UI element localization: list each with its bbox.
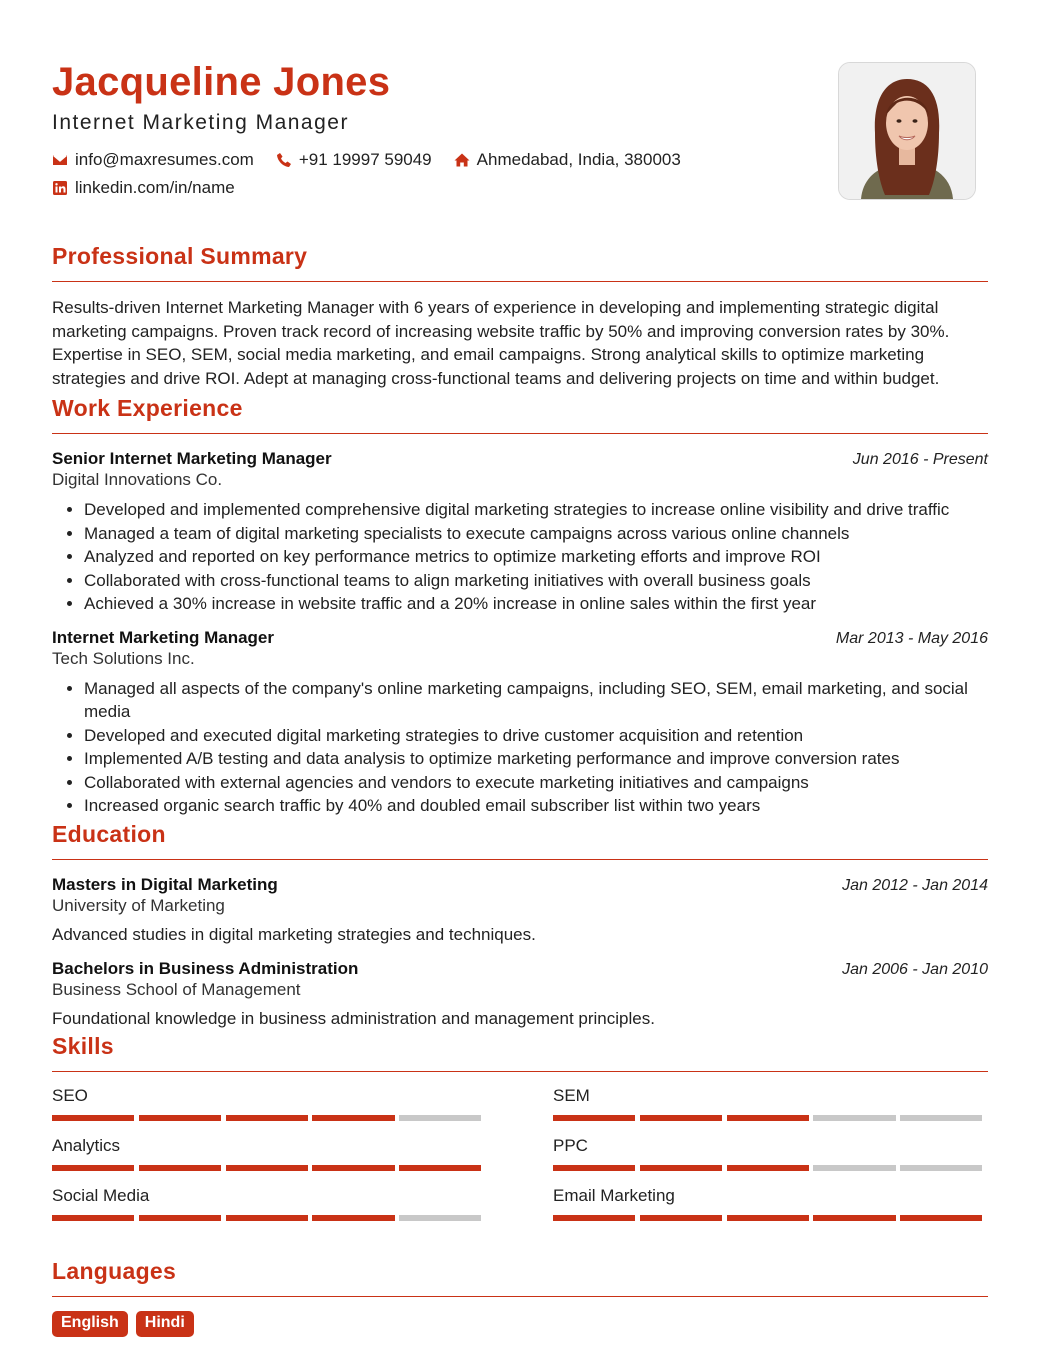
skill-level-filled: [553, 1215, 635, 1221]
education-dates: Jan 2006 - Jan 2010: [842, 960, 988, 978]
skill-level-filled: [727, 1215, 809, 1221]
job-bullet: • Collaborated with cross-functional teams to align marketing initiatives with overall business goals: [84, 569, 988, 593]
linkedin-contact[interactable]: [52, 178, 235, 198]
job-bullet: • Managed all aspects of the company's online marketing campaigns, including SEO, SEM, email marketing, and social media: [84, 677, 988, 724]
skill-level-bar: [553, 1165, 987, 1171]
skill-level-filled: [640, 1215, 722, 1221]
skill-level-empty: [813, 1115, 895, 1121]
job-entry: [52, 449, 988, 616]
education-description: Foundational knowledge in business administration and management principles.: [52, 1008, 655, 1028]
languages-section: [52, 1256, 988, 1337]
skill-level-filled: [640, 1115, 722, 1121]
job-bullet: • Implemented A/B testing and data analysis to optimize marketing performance and improve conversion rates: [84, 747, 988, 771]
job-bullets: [52, 677, 988, 818]
email-text: info@maxresumes.com: [75, 150, 254, 169]
summary-text: Results-driven Internet Marketing Manager with 6 years of experience in developing and implementing strategic digital marketing campaigns. Proven track record of increasing website traffic by 50% and improving conversion rates by 30%. Expertise in SEO, SEM, social media marketing, and email campaigns. Strong analytical skills to optimize marketing strategies and drive ROI. Adept at managing cross-functional teams and delivering projects on time and within budget.: [52, 298, 950, 388]
experience-section: [52, 393, 988, 818]
skills-grid: [52, 1086, 988, 1236]
job-title: Senior Internet Marketing Manager: [52, 449, 332, 468]
school-name: University of Marketing: [52, 895, 225, 915]
section-divider: [52, 1071, 988, 1072]
skill-level-empty: [900, 1115, 982, 1121]
skill-level-bar: [553, 1215, 987, 1221]
address-text: Ahmedabad, India, 380003: [476, 150, 681, 169]
section-divider: [52, 281, 988, 282]
job-dates: Mar 2013 - May 2016: [835, 629, 988, 647]
skill-name: Social Media: [52, 1185, 150, 1205]
job-bullet: • Managed a team of digital marketing specialists to execute campaigns across various online channels: [84, 522, 988, 546]
phone-contact[interactable]: [276, 150, 432, 170]
skill-name: SEM: [553, 1085, 590, 1105]
job-title: Internet Marketing Manager: [52, 627, 274, 647]
skill-level-filled: [226, 1165, 308, 1171]
skill-item: [52, 1136, 486, 1186]
degree-title: Bachelors in Business Administration: [52, 958, 359, 978]
skill-item: [52, 1186, 486, 1236]
skill-level-filled: [640, 1165, 722, 1171]
job-bullets: [52, 498, 988, 616]
skill-level-bar: [52, 1215, 486, 1221]
job-bullet: • Increased organic search traffic by 40% and doubled email subscriber list within two years: [84, 794, 988, 818]
job-bullet: • Developed and implemented comprehensive digital marketing strategies to increase online visibility and drive traffic: [84, 498, 988, 522]
skill-level-filled: [727, 1165, 809, 1171]
education-entry: [52, 875, 988, 945]
email-contact[interactable]: [52, 150, 254, 170]
candidate-name: Jacqueline Jones: [52, 60, 391, 104]
education-description: Advanced studies in digital marketing strategies and techniques.: [52, 924, 536, 944]
envelope-icon: [52, 152, 68, 168]
skill-level-filled: [226, 1115, 308, 1121]
phone-text: +91 19997 59049: [298, 150, 432, 169]
skill-level-filled: [139, 1165, 221, 1171]
job-bullet: • Analyzed and reported on key performance metrics to optimize marketing efforts and improve ROI: [84, 545, 988, 569]
skill-name: Analytics: [52, 1135, 121, 1155]
section-divider: [52, 859, 988, 860]
degree-title: Masters in Digital Marketing: [52, 874, 278, 894]
job-dates: Jun 2016 - Present: [852, 451, 988, 468]
skill-level-filled: [312, 1215, 394, 1221]
skill-level-filled: [139, 1215, 221, 1221]
skill-level-empty: [900, 1165, 982, 1171]
job-company: Digital Innovations Co.: [52, 470, 223, 489]
linkedin-text: linkedin.com/in/name: [75, 178, 235, 197]
skill-item: [52, 1086, 486, 1136]
candidate-title: Internet Marketing Manager: [52, 111, 349, 134]
language-badge: English: [52, 1311, 128, 1337]
home-icon: [454, 152, 470, 168]
education-dates: Jan 2012 - Jan 2014: [842, 876, 988, 894]
school-name: Business School of Management: [52, 979, 301, 999]
skill-level-filled: [52, 1215, 134, 1221]
education-heading: Education: [52, 820, 166, 847]
languages-heading: Languages: [52, 1257, 177, 1284]
skill-level-filled: [52, 1165, 134, 1171]
skill-level-empty: [399, 1215, 481, 1221]
resume-page: [52, 58, 988, 1337]
skill-name: PPC: [553, 1135, 588, 1155]
skill-level-filled: [900, 1215, 982, 1221]
skill-level-filled: [312, 1115, 394, 1121]
job-entry: [52, 628, 988, 818]
skill-level-filled: [553, 1165, 635, 1171]
skill-level-filled: [553, 1115, 635, 1121]
skill-name: Email Marketing: [553, 1185, 675, 1205]
section-divider: [52, 433, 988, 434]
section-divider: [52, 1296, 988, 1297]
skill-item: [553, 1136, 987, 1186]
skill-level-bar: [553, 1115, 987, 1121]
education-section: [52, 819, 988, 1029]
skill-level-filled: [727, 1115, 809, 1121]
skill-item: [553, 1186, 987, 1236]
education-entry: [52, 959, 988, 1029]
skill-level-empty: [399, 1115, 481, 1121]
skill-level-bar: [52, 1115, 486, 1121]
language-badge: Hindi: [136, 1311, 194, 1337]
experience-heading: Work Experience: [52, 395, 243, 421]
contact-info: [52, 146, 988, 202]
skills-heading: Skills: [52, 1032, 114, 1059]
address-contact: [454, 150, 681, 170]
summary-heading: Professional Summary: [52, 243, 308, 269]
summary-section: [52, 241, 988, 390]
skill-level-filled: [312, 1165, 394, 1171]
skill-level-filled: [52, 1115, 134, 1121]
skill-name: SEO: [52, 1085, 88, 1105]
linkedin-icon: [52, 180, 68, 196]
skills-section: [52, 1031, 988, 1236]
skill-level-filled: [813, 1215, 895, 1221]
skill-level-filled: [399, 1165, 481, 1171]
job-bullet: • Achieved a 30% increase in website traffic and a 20% increase in online sales within the first year: [84, 592, 988, 616]
job-bullet: • Collaborated with external agencies and vendors to execute marketing initiatives and campaigns: [84, 771, 988, 795]
language-list: [52, 1311, 988, 1337]
skill-level-filled: [139, 1115, 221, 1121]
skill-level-bar: [52, 1165, 486, 1171]
skill-item: [553, 1086, 987, 1136]
skill-level-empty: [813, 1165, 895, 1171]
job-company: Tech Solutions Inc.: [52, 648, 195, 668]
skill-level-filled: [226, 1215, 308, 1221]
job-bullet: • Developed and executed digital marketing strategies to drive customer acquisition and retention: [84, 724, 988, 748]
phone-icon: [276, 152, 292, 168]
